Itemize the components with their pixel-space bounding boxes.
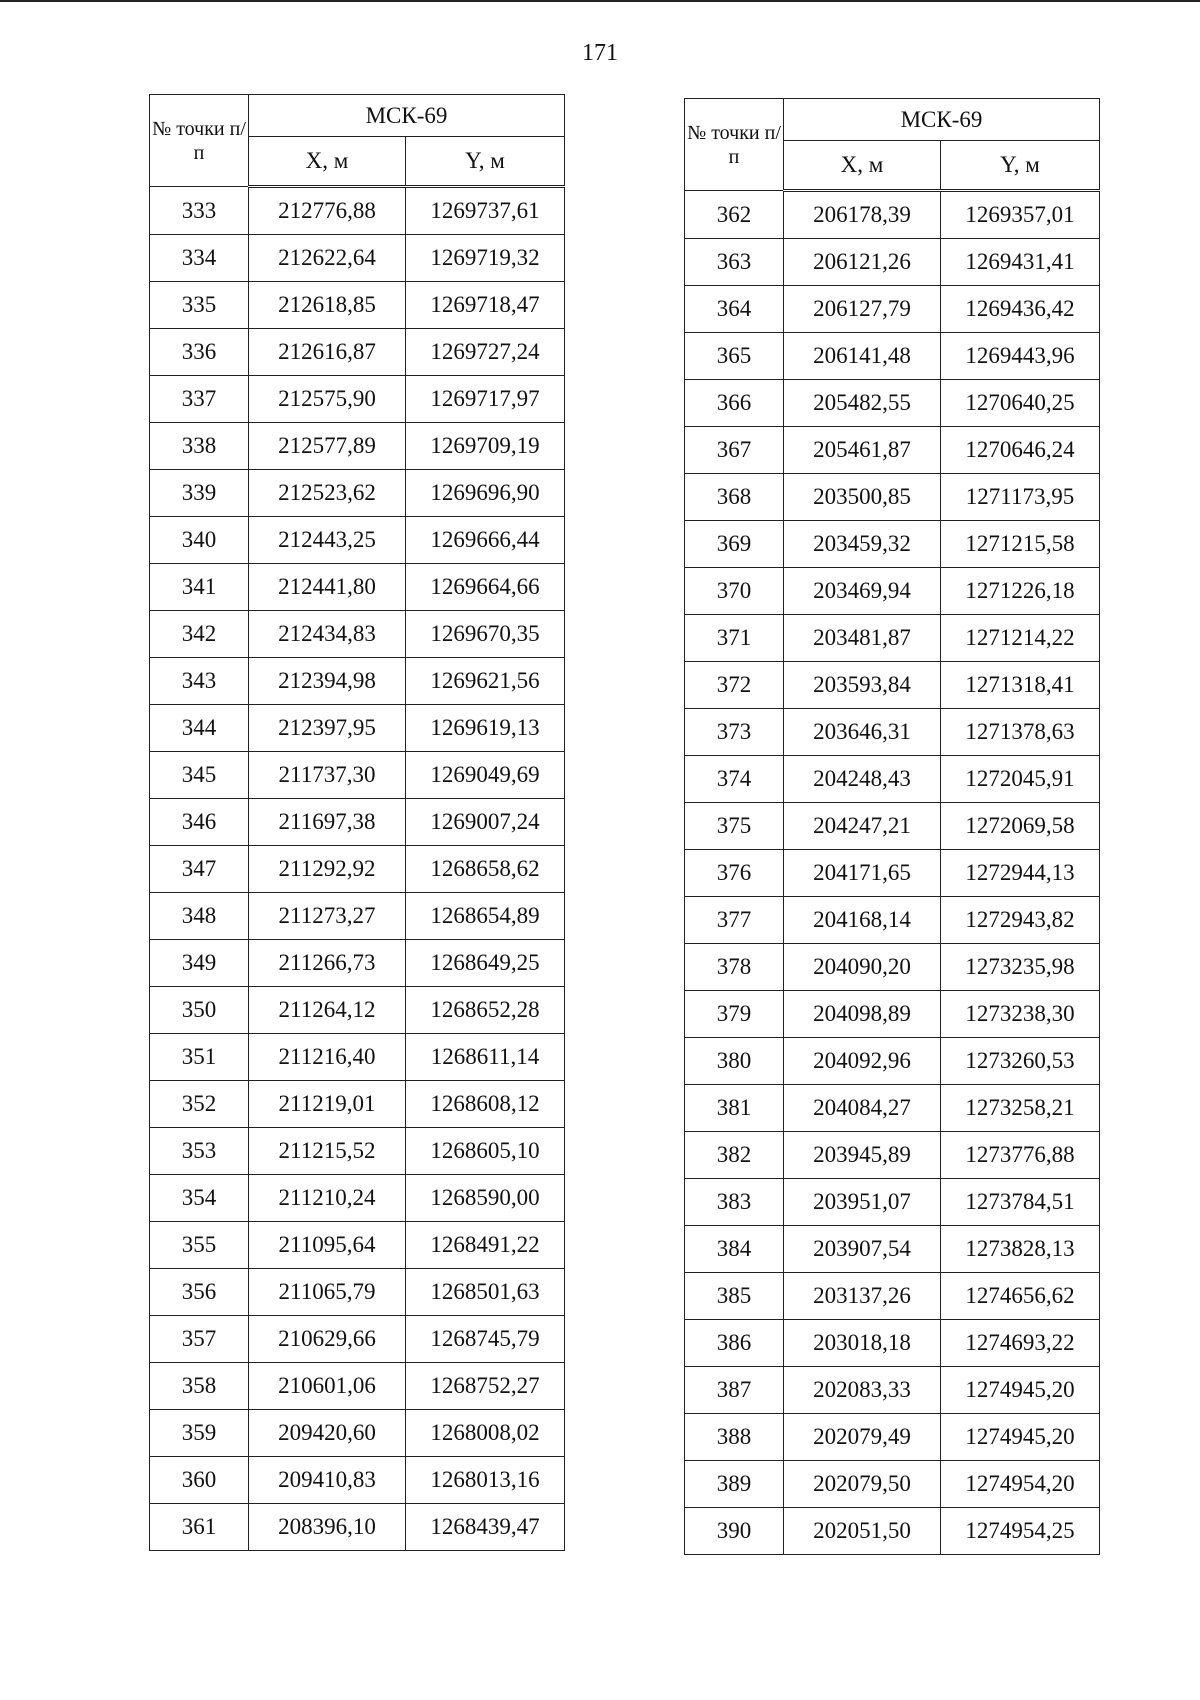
y-coordinate-cell: 1268745,79: [406, 1316, 565, 1363]
table-row: [150, 658, 565, 705]
table-row: [150, 1034, 565, 1081]
table-row: [685, 333, 1100, 380]
table-row: [150, 799, 565, 846]
y-coordinate-cell: 1268013,16: [406, 1457, 565, 1504]
point-number-cell: 377: [685, 897, 784, 944]
x-coordinate-cell: 205482,55: [784, 380, 941, 427]
table-row: [150, 1081, 565, 1128]
point-number-cell: 342: [150, 611, 249, 658]
table-row: [150, 470, 565, 517]
y-coordinate-cell: 1268658,62: [406, 846, 565, 893]
point-number-cell: 354: [150, 1175, 249, 1222]
table-row: [150, 187, 565, 235]
x-coordinate-cell: 209410,83: [249, 1457, 406, 1504]
point-number-cell: 371: [685, 615, 784, 662]
x-coordinate-cell: 202079,50: [784, 1461, 941, 1508]
y-coordinate-cell: 1269049,69: [406, 752, 565, 799]
x-coordinate-cell: 211273,27: [249, 893, 406, 940]
x-coordinate-cell: 212622,64: [249, 235, 406, 282]
x-coordinate-cell: 212397,95: [249, 705, 406, 752]
y-coordinate-cell: 1274945,20: [941, 1414, 1100, 1461]
x-coordinate-cell: 211264,12: [249, 987, 406, 1034]
point-number-cell: 355: [150, 1222, 249, 1269]
y-coordinate-cell: 1273784,51: [941, 1179, 1100, 1226]
point-number-cell: 375: [685, 803, 784, 850]
table-row: [685, 1273, 1100, 1320]
point-number-cell: 367: [685, 427, 784, 474]
point-number-cell: 369: [685, 521, 784, 568]
x-coordinate-cell: 211095,64: [249, 1222, 406, 1269]
table-row: [150, 1222, 565, 1269]
point-number-cell: 359: [150, 1410, 249, 1457]
x-coordinate-cell: 208396,10: [249, 1504, 406, 1551]
point-number-cell: 344: [150, 705, 249, 752]
table-row: [685, 1085, 1100, 1132]
point-number-cell: 388: [685, 1414, 784, 1461]
y-coordinate-cell: 1271215,58: [941, 521, 1100, 568]
x-coordinate-cell: 203469,94: [784, 568, 941, 615]
point-number-cell: 351: [150, 1034, 249, 1081]
point-number-cell: 387: [685, 1367, 784, 1414]
x-coordinate-cell: 206178,39: [784, 191, 941, 239]
table-row: [685, 850, 1100, 897]
y-coordinate-cell: 1269670,35: [406, 611, 565, 658]
table-row: [685, 474, 1100, 521]
table-row: [685, 803, 1100, 850]
x-coordinate-cell: 203500,85: [784, 474, 941, 521]
point-number-cell: 373: [685, 709, 784, 756]
table-row: [150, 517, 565, 564]
point-number-cell: 348: [150, 893, 249, 940]
point-number-cell: 386: [685, 1320, 784, 1367]
table-row: [150, 1363, 565, 1410]
x-coordinate-cell: 204247,21: [784, 803, 941, 850]
y-coordinate-cell: 1268752,27: [406, 1363, 565, 1410]
y-coordinate-cell: 1271214,22: [941, 615, 1100, 662]
point-number-cell: 370: [685, 568, 784, 615]
table-row: [685, 662, 1100, 709]
y-coordinate-cell: 1271173,95: [941, 474, 1100, 521]
y-coordinate-cell: 1269666,44: [406, 517, 565, 564]
table-body: [150, 187, 565, 1551]
y-coordinate-cell: 1268590,00: [406, 1175, 565, 1222]
point-number-cell: 333: [150, 187, 249, 235]
x-coordinate-cell: 204098,89: [784, 991, 941, 1038]
point-number-cell: 346: [150, 799, 249, 846]
x-column-header: X, м: [784, 141, 941, 191]
point-number-cell: 374: [685, 756, 784, 803]
x-coordinate-cell: 203945,89: [784, 1132, 941, 1179]
table-row: [685, 1367, 1100, 1414]
x-coordinate-cell: 204171,65: [784, 850, 941, 897]
x-coordinate-cell: 212434,83: [249, 611, 406, 658]
point-number-cell: 376: [685, 850, 784, 897]
table-row: [150, 987, 565, 1034]
y-coordinate-cell: 1269737,61: [406, 187, 565, 235]
x-column-header: X, м: [249, 137, 406, 187]
x-coordinate-cell: 203646,31: [784, 709, 941, 756]
table-row: [685, 615, 1100, 662]
y-coordinate-cell: 1274945,20: [941, 1367, 1100, 1414]
y-column-header: Y, м: [406, 137, 565, 187]
y-coordinate-cell: 1268649,25: [406, 940, 565, 987]
table-row: [685, 756, 1100, 803]
y-coordinate-cell: 1273235,98: [941, 944, 1100, 991]
table-row: [150, 611, 565, 658]
x-coordinate-cell: 211219,01: [249, 1081, 406, 1128]
x-coordinate-cell: 206141,48: [784, 333, 941, 380]
y-coordinate-cell: 1273260,53: [941, 1038, 1100, 1085]
table-row: [150, 1504, 565, 1551]
y-coordinate-cell: 1269007,24: [406, 799, 565, 846]
y-coordinate-cell: 1268652,28: [406, 987, 565, 1034]
table-row: [150, 893, 565, 940]
y-coordinate-cell: 1269727,24: [406, 329, 565, 376]
y-coordinate-cell: 1269443,96: [941, 333, 1100, 380]
point-number-cell: 343: [150, 658, 249, 705]
x-coordinate-cell: 203593,84: [784, 662, 941, 709]
table-row: [685, 1132, 1100, 1179]
y-coordinate-cell: 1271378,63: [941, 709, 1100, 756]
point-number-cell: 379: [685, 991, 784, 1038]
point-number-cell: 352: [150, 1081, 249, 1128]
table-row: [150, 1410, 565, 1457]
table-row: [685, 1038, 1100, 1085]
x-coordinate-cell: 210629,66: [249, 1316, 406, 1363]
point-number-header: № точки п/п: [685, 99, 784, 191]
table-row: [150, 282, 565, 329]
table-row: [685, 944, 1100, 991]
x-coordinate-cell: 204090,20: [784, 944, 941, 991]
x-coordinate-cell: 211215,52: [249, 1128, 406, 1175]
x-coordinate-cell: 211697,38: [249, 799, 406, 846]
y-coordinate-cell: 1269719,32: [406, 235, 565, 282]
y-coordinate-cell: 1269696,90: [406, 470, 565, 517]
x-coordinate-cell: 212616,87: [249, 329, 406, 376]
point-number-cell: 372: [685, 662, 784, 709]
x-coordinate-cell: 211737,30: [249, 752, 406, 799]
table-row: [150, 423, 565, 470]
table-row: [685, 521, 1100, 568]
table-row: [685, 239, 1100, 286]
x-coordinate-cell: 202051,50: [784, 1508, 941, 1555]
point-number-cell: 347: [150, 846, 249, 893]
point-number-cell: 336: [150, 329, 249, 376]
x-coordinate-cell: 203951,07: [784, 1179, 941, 1226]
x-coordinate-cell: 211210,24: [249, 1175, 406, 1222]
table-row: [685, 286, 1100, 333]
y-coordinate-cell: 1269717,97: [406, 376, 565, 423]
point-number-cell: 364: [685, 286, 784, 333]
x-coordinate-cell: 203907,54: [784, 1226, 941, 1273]
x-coordinate-cell: 212577,89: [249, 423, 406, 470]
point-number-header: № точки п/п: [150, 95, 249, 187]
x-coordinate-cell: 202079,49: [784, 1414, 941, 1461]
table-row: [150, 1175, 565, 1222]
point-number-cell: 339: [150, 470, 249, 517]
table-row: [150, 564, 565, 611]
table-row: [150, 1316, 565, 1363]
y-coordinate-cell: 1269709,19: [406, 423, 565, 470]
point-number-cell: 353: [150, 1128, 249, 1175]
table-row: [150, 235, 565, 282]
table-row: [685, 897, 1100, 944]
table-row: [150, 1128, 565, 1175]
table-row: [685, 1226, 1100, 1273]
point-number-cell: 368: [685, 474, 784, 521]
point-number-cell: 340: [150, 517, 249, 564]
point-number-cell: 362: [685, 191, 784, 239]
point-number-cell: 363: [685, 239, 784, 286]
y-coordinate-cell: 1269431,41: [941, 239, 1100, 286]
x-coordinate-cell: 212575,90: [249, 376, 406, 423]
x-coordinate-cell: 203459,32: [784, 521, 941, 568]
table-row: [150, 329, 565, 376]
point-number-cell: 358: [150, 1363, 249, 1410]
table-row: [685, 1508, 1100, 1555]
x-coordinate-cell: 204084,27: [784, 1085, 941, 1132]
point-number-cell: 335: [150, 282, 249, 329]
point-number-cell: 378: [685, 944, 784, 991]
table-row: [150, 752, 565, 799]
y-coordinate-cell: 1269621,56: [406, 658, 565, 705]
x-coordinate-cell: 206127,79: [784, 286, 941, 333]
y-coordinate-cell: 1269664,66: [406, 564, 565, 611]
point-number-cell: 334: [150, 235, 249, 282]
table-row: [685, 191, 1100, 239]
y-coordinate-cell: 1272944,13: [941, 850, 1100, 897]
table-row: [685, 1179, 1100, 1226]
x-coordinate-cell: 212618,85: [249, 282, 406, 329]
x-coordinate-cell: 203137,26: [784, 1273, 941, 1320]
point-number-cell: 389: [685, 1461, 784, 1508]
point-number-cell: 350: [150, 987, 249, 1034]
point-number-cell: 390: [685, 1508, 784, 1555]
point-number-cell: 384: [685, 1226, 784, 1273]
point-number-cell: 357: [150, 1316, 249, 1363]
point-number-cell: 361: [150, 1504, 249, 1551]
y-coordinate-cell: 1273238,30: [941, 991, 1100, 1038]
table-row: [150, 376, 565, 423]
y-coordinate-cell: 1270646,24: [941, 427, 1100, 474]
y-coordinate-cell: 1268439,47: [406, 1504, 565, 1551]
y-coordinate-cell: 1272045,91: [941, 756, 1100, 803]
x-coordinate-cell: 204168,14: [784, 897, 941, 944]
x-coordinate-cell: 212523,62: [249, 470, 406, 517]
table-row: [150, 846, 565, 893]
y-coordinate-cell: 1274954,20: [941, 1461, 1100, 1508]
y-coordinate-cell: 1268605,10: [406, 1128, 565, 1175]
y-coordinate-cell: 1269718,47: [406, 282, 565, 329]
y-column-header: Y, м: [941, 141, 1100, 191]
x-coordinate-cell: 211065,79: [249, 1269, 406, 1316]
table-row: [685, 1461, 1100, 1508]
x-coordinate-cell: 206121,26: [784, 239, 941, 286]
point-number-cell: 382: [685, 1132, 784, 1179]
x-coordinate-cell: 211266,73: [249, 940, 406, 987]
y-coordinate-cell: 1274656,62: [941, 1273, 1100, 1320]
y-coordinate-cell: 1271318,41: [941, 662, 1100, 709]
y-coordinate-cell: 1274954,25: [941, 1508, 1100, 1555]
coordinate-system-header: МСК-69: [784, 99, 1100, 141]
point-number-cell: 337: [150, 376, 249, 423]
y-coordinate-cell: 1273258,21: [941, 1085, 1100, 1132]
table-body: [685, 191, 1100, 1555]
x-coordinate-cell: 204092,96: [784, 1038, 941, 1085]
table-row: [150, 705, 565, 752]
point-number-cell: 383: [685, 1179, 784, 1226]
y-coordinate-cell: 1272069,58: [941, 803, 1100, 850]
y-coordinate-cell: 1268608,12: [406, 1081, 565, 1128]
point-number-cell: 349: [150, 940, 249, 987]
y-coordinate-cell: 1269436,42: [941, 286, 1100, 333]
y-coordinate-cell: 1271226,18: [941, 568, 1100, 615]
x-coordinate-cell: 202083,33: [784, 1367, 941, 1414]
y-coordinate-cell: 1269357,01: [941, 191, 1100, 239]
x-coordinate-cell: 204248,43: [784, 756, 941, 803]
point-number-cell: 356: [150, 1269, 249, 1316]
x-coordinate-cell: 210601,06: [249, 1363, 406, 1410]
table-row: [685, 709, 1100, 756]
x-coordinate-cell: 209420,60: [249, 1410, 406, 1457]
x-coordinate-cell: 211292,92: [249, 846, 406, 893]
coordinate-system-header: МСК-69: [249, 95, 565, 137]
point-number-cell: 360: [150, 1457, 249, 1504]
x-coordinate-cell: 203481,87: [784, 615, 941, 662]
point-number-cell: 380: [685, 1038, 784, 1085]
y-coordinate-cell: 1273776,88: [941, 1132, 1100, 1179]
y-coordinate-cell: 1268008,02: [406, 1410, 565, 1457]
y-coordinate-cell: 1273828,13: [941, 1226, 1100, 1273]
y-coordinate-cell: 1270640,25: [941, 380, 1100, 427]
point-number-cell: 385: [685, 1273, 784, 1320]
point-number-cell: 345: [150, 752, 249, 799]
y-coordinate-cell: 1272943,82: [941, 897, 1100, 944]
table-row: [685, 1414, 1100, 1461]
point-number-cell: 365: [685, 333, 784, 380]
y-coordinate-cell: 1268654,89: [406, 893, 565, 940]
point-number-cell: 381: [685, 1085, 784, 1132]
y-coordinate-cell: 1269619,13: [406, 705, 565, 752]
x-coordinate-cell: 212441,80: [249, 564, 406, 611]
table-row: [150, 940, 565, 987]
table-row: [150, 1269, 565, 1316]
x-coordinate-cell: 212394,98: [249, 658, 406, 705]
top-border-line: [0, 0, 1200, 2]
x-coordinate-cell: 212776,88: [249, 187, 406, 235]
coordinates-table-right: [684, 98, 1100, 1555]
x-coordinate-cell: 205461,87: [784, 427, 941, 474]
table-row: [150, 1457, 565, 1504]
point-number-cell: 338: [150, 423, 249, 470]
coordinates-table-left: [149, 94, 565, 1551]
y-coordinate-cell: 1274693,22: [941, 1320, 1100, 1367]
table-row: [685, 380, 1100, 427]
table-row: [685, 1320, 1100, 1367]
x-coordinate-cell: 203018,18: [784, 1320, 941, 1367]
table-row: [685, 568, 1100, 615]
y-coordinate-cell: 1268501,63: [406, 1269, 565, 1316]
page-number: 171: [582, 40, 618, 66]
x-coordinate-cell: 212443,25: [249, 517, 406, 564]
point-number-cell: 366: [685, 380, 784, 427]
table-row: [685, 427, 1100, 474]
point-number-cell: 341: [150, 564, 249, 611]
y-coordinate-cell: 1268611,14: [406, 1034, 565, 1081]
table-row: [685, 991, 1100, 1038]
x-coordinate-cell: 211216,40: [249, 1034, 406, 1081]
y-coordinate-cell: 1268491,22: [406, 1222, 565, 1269]
